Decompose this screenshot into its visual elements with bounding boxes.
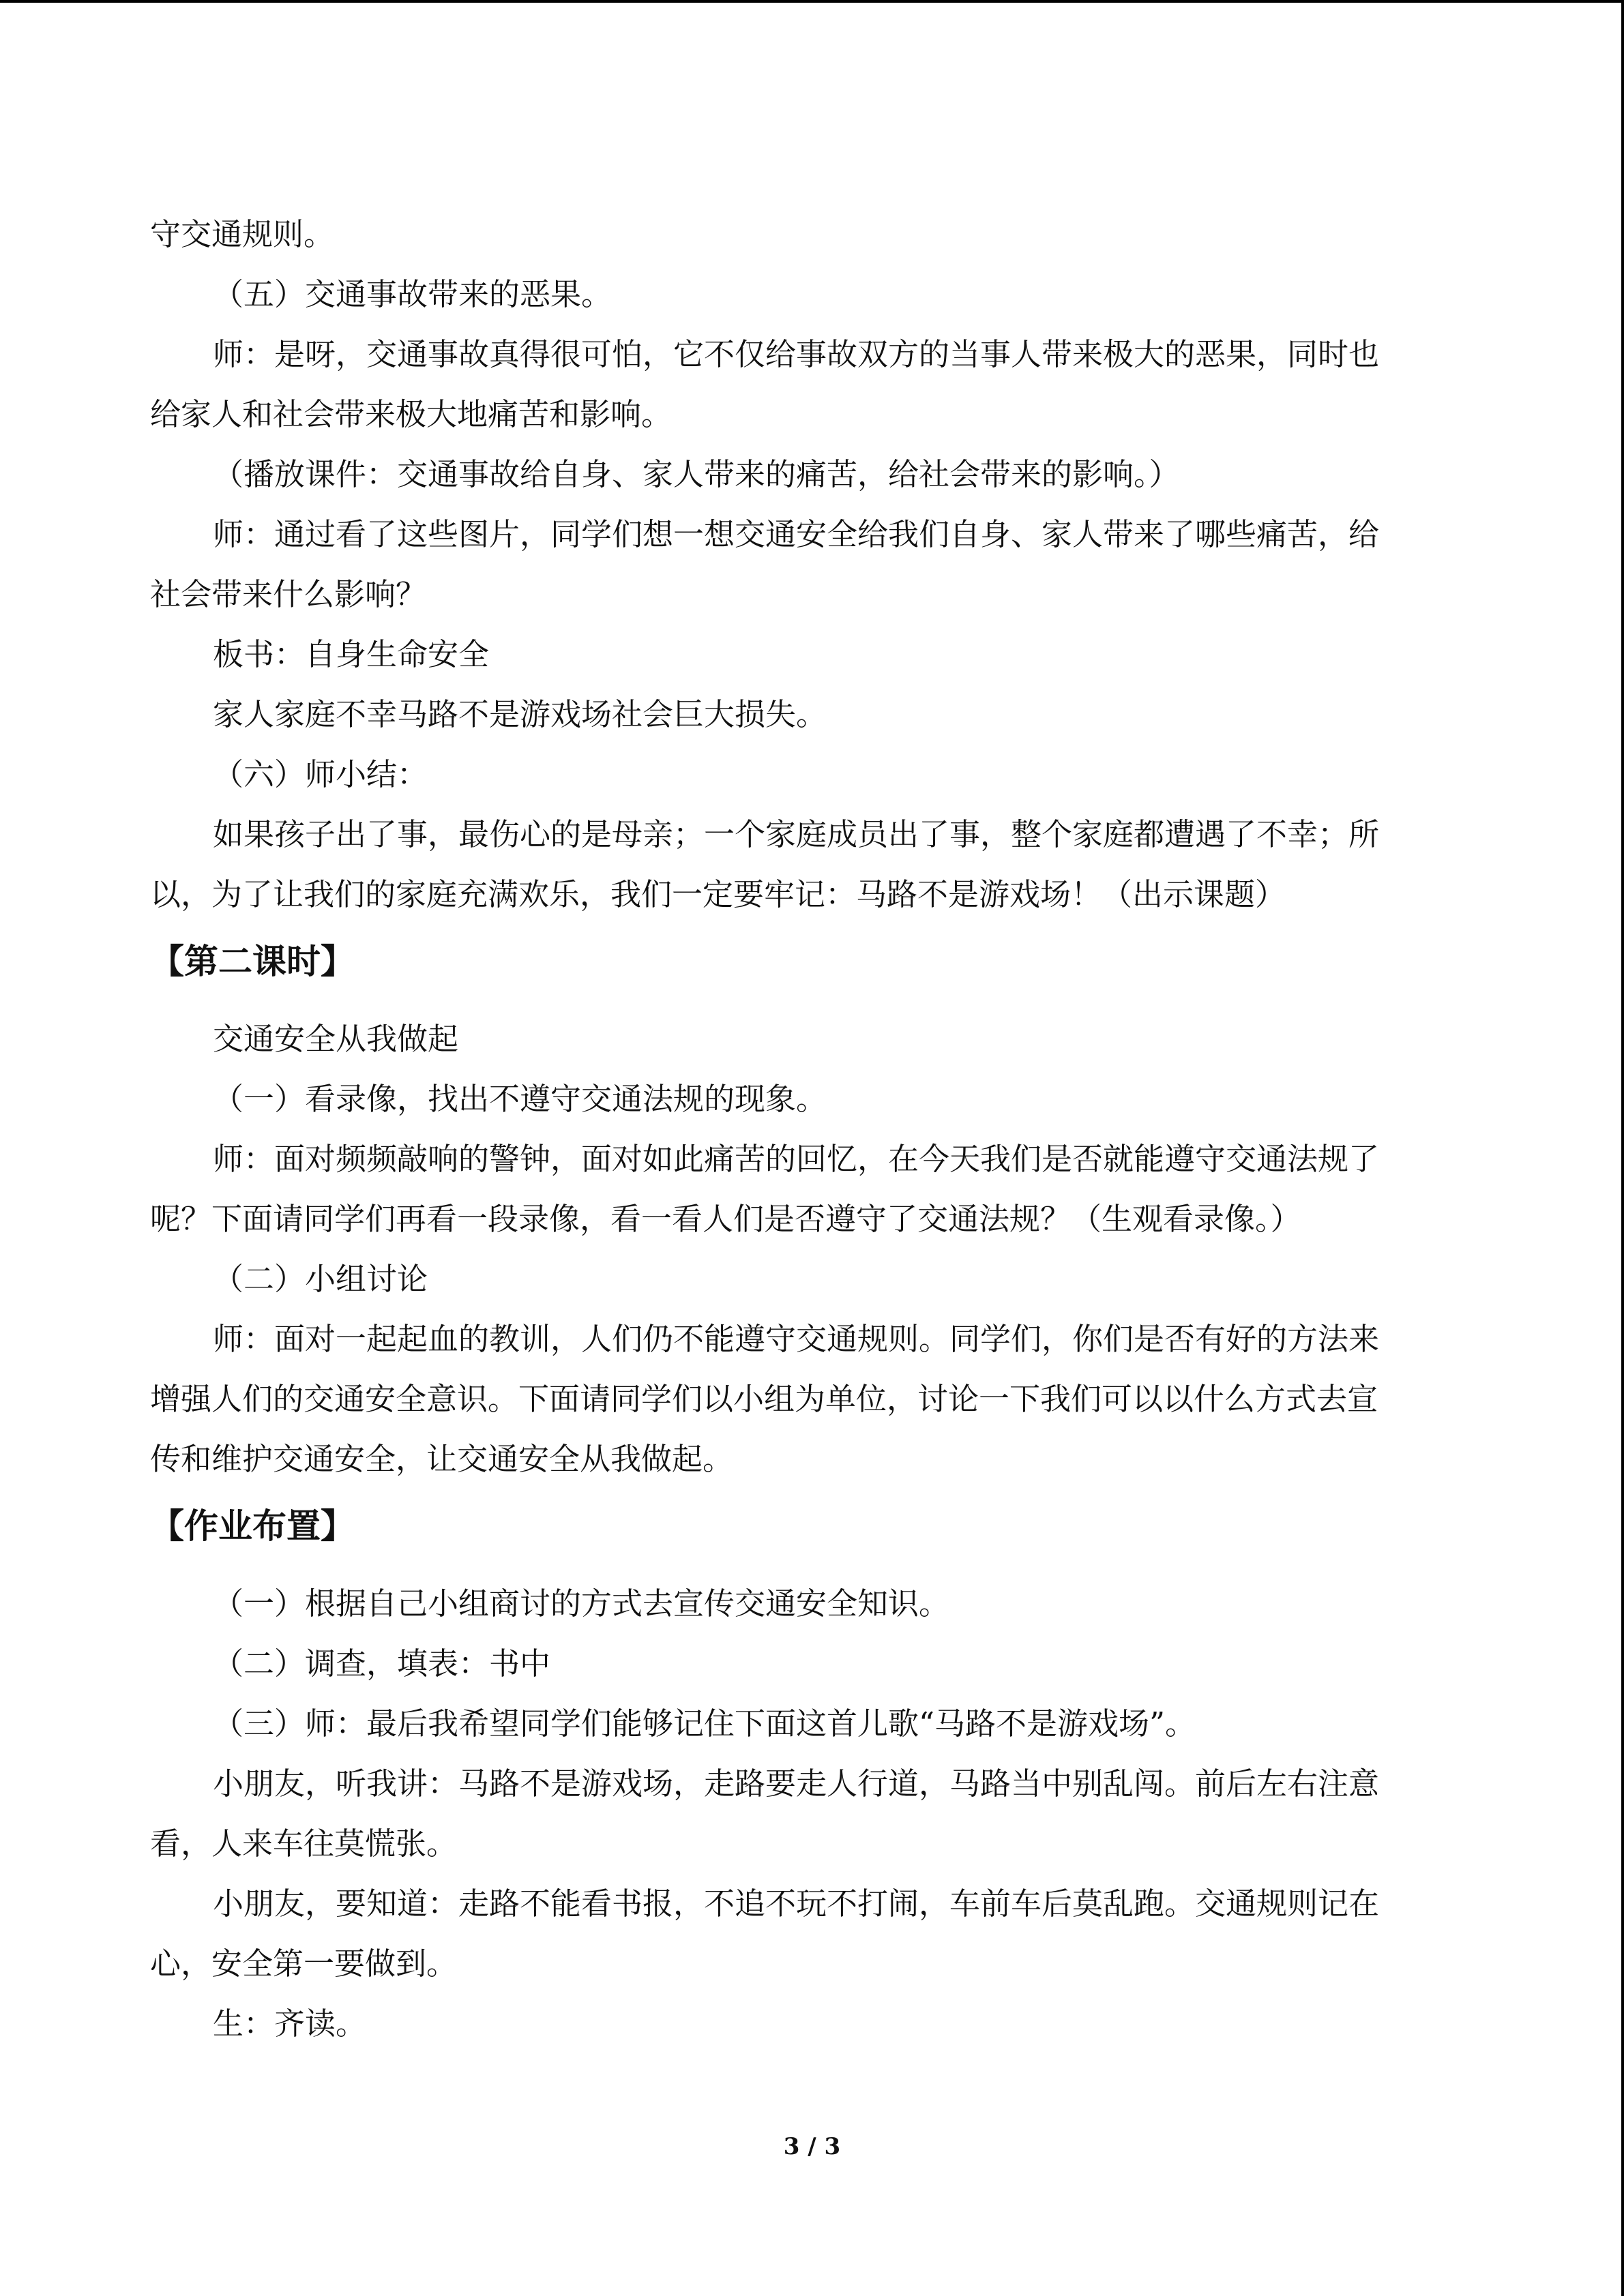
paragraph-line: 师：通过看了这些图片，同学们想一想交通安全给我们自身、家人带来了哪些痛苦，给 <box>213 516 1380 552</box>
paragraph-line: （一）看录像，找出不遵守交通法规的现象。 <box>213 1081 827 1117</box>
paragraph-line: 师：面对一起起血的教训，人们仍不能遵守交通规则。同学们，你们是否有好的方法来 <box>213 1321 1380 1357</box>
paragraph-line: 守交通规则。 <box>150 216 335 252</box>
paragraph-line: （二）小组讨论 <box>213 1261 428 1297</box>
paragraph-line: （三）师：最后我希望同学们能够记住下面这首儿歌“马路不是游戏场”。 <box>213 1705 1196 1742</box>
paragraph-line: 如果孩子出了事，最伤心的是母亲；一个家庭成员出了事，整个家庭都遭遇了不幸；所 <box>213 816 1380 852</box>
paragraph-line: 生：齐读。 <box>213 2006 367 2042</box>
paragraph-line: （播放课件：交通事故给自身、家人带来的痛苦，给社会带来的影响。） <box>213 456 1180 492</box>
page-border-top <box>0 0 1624 3</box>
paragraph-line: 板书：自身生命安全 <box>213 636 490 672</box>
paragraph-line: （五）交通事故带来的恶果。 <box>213 276 612 312</box>
paragraph-line: 家人家庭不幸马路不是游戏场社会巨大损失。 <box>213 696 827 732</box>
document-body <box>150 205 1460 2054</box>
paragraph-line: （六）师小结： <box>213 756 428 792</box>
paragraph-line: 师：面对频频敲响的警钟，面对如此痛苦的回忆，在今天我们是否就能遵守交通法规了 <box>213 1141 1380 1177</box>
paragraph-line: 小朋友，听我讲：马路不是游戏场，走路要走人行道，马路当中别乱闯。前后左右注意 <box>213 1765 1380 1802</box>
paragraph-line: （一）根据自己小组商讨的方式去宣传交通安全知识。 <box>213 1585 950 1622</box>
page-number: 3 / 3 <box>783 2133 841 2160</box>
paragraph-line: 师：是呀，交通事故真得很可怕，它不仅给事故双方的当事人带来极大的恶果，同时也 <box>213 336 1380 372</box>
paragraph-line: 给家人和社会带来极大地痛苦和影响。 <box>150 396 673 432</box>
paragraph-line: 传和维护交通安全，让交通安全从我做起。 <box>150 1441 734 1477</box>
paragraph-line: （二）调查，填表：书中 <box>213 1645 551 1682</box>
paragraph-line: 社会带来什么影响？ <box>150 576 427 612</box>
paragraph-line: 增强人们的交通安全意识。下面请同学们以小组为单位，讨论一下我们可以以什么方式去宣 <box>150 1381 1378 1417</box>
paragraph-line: 呢？下面请同学们再看一段录像，看一看人们是否遵守了交通法规？（生观看录像。） <box>150 1201 1301 1237</box>
paragraph-line: 以，为了让我们的家庭充满欢乐，我们一定要牢记：马路不是游戏场！（出示课题） <box>150 876 1286 912</box>
section-heading-homework: 【作业布置】 <box>150 1506 355 1546</box>
page-border-right <box>1621 0 1624 2296</box>
paragraph-line: 看，人来车往莫慌张。 <box>150 1825 458 1862</box>
paragraph-line: 小朋友，要知道：走路不能看书报，不追不玩不打闹，车前车后莫乱跑。交通规则记在 <box>213 1885 1380 1922</box>
paragraph-line: 心，安全第一要做到。 <box>150 1945 458 1982</box>
section-heading-second-lesson: 【第二课时】 <box>150 942 355 981</box>
paragraph-line: 交通安全从我做起 <box>213 1021 459 1057</box>
